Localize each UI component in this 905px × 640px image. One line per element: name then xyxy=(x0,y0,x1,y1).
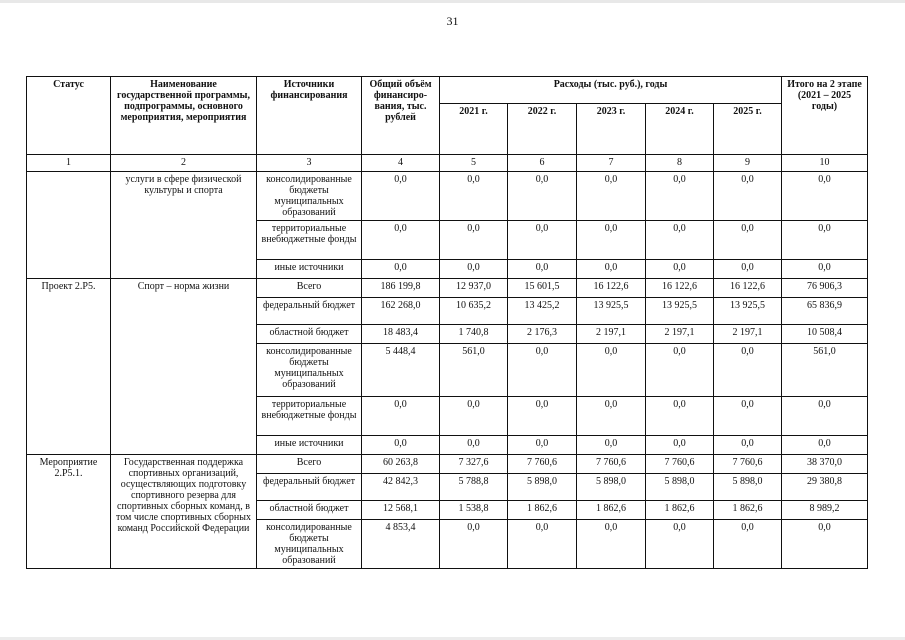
row-value: 5 898,0 xyxy=(714,474,782,501)
row-value: 0,0 xyxy=(508,520,577,569)
row-value: 0,0 xyxy=(714,344,782,397)
row-value: 1 862,6 xyxy=(646,501,714,520)
row-value: 0,0 xyxy=(508,172,577,221)
row-name: Спорт – норма жизни xyxy=(111,279,257,455)
row-value: 0,0 xyxy=(362,221,440,260)
column-number: 2 xyxy=(111,155,257,172)
page-number: 31 xyxy=(446,14,459,28)
row-status xyxy=(27,172,111,279)
row-value: 0,0 xyxy=(646,436,714,455)
row-value: 0,0 xyxy=(646,260,714,279)
row-value: 0,0 xyxy=(646,520,714,569)
row-value: 0,0 xyxy=(577,221,646,260)
row-value: 7 760,6 xyxy=(714,455,782,474)
row-value: 12 937,0 xyxy=(440,279,508,298)
header-expenses: Расходы (тыс. руб.), годы xyxy=(440,77,782,104)
row-source: консолидированные бюджеты муниципальных образований xyxy=(257,172,362,221)
row-value: 10 508,4 xyxy=(782,325,868,344)
row-value: 0,0 xyxy=(577,260,646,279)
row-value: 16 122,6 xyxy=(577,279,646,298)
row-value: 0,0 xyxy=(782,260,868,279)
row-value: 0,0 xyxy=(440,172,508,221)
row-value: 561,0 xyxy=(782,344,868,397)
row-value: 1 740,8 xyxy=(440,325,508,344)
row-value: 0,0 xyxy=(362,436,440,455)
header-year-2022: 2022 г. xyxy=(508,104,577,155)
header-name: Наименование государственной программы, подпрограммы, основного мероприятия, мероприятия xyxy=(111,77,257,155)
row-value: 0,0 xyxy=(714,260,782,279)
row-value: 13 925,5 xyxy=(646,298,714,325)
row-status: Мероприятие 2.Р5.1. xyxy=(27,455,111,569)
column-number: 10 xyxy=(782,155,868,172)
row-value: 7 760,6 xyxy=(508,455,577,474)
header-source: Источники финансирования xyxy=(257,77,362,155)
row-value: 0,0 xyxy=(714,436,782,455)
row-name: услуги в сфере физической культуры и спорта xyxy=(111,172,257,279)
row-value: 5 898,0 xyxy=(646,474,714,501)
row-value: 15 601,5 xyxy=(508,279,577,298)
row-source: областной бюджет xyxy=(257,325,362,344)
row-source: иные источники xyxy=(257,260,362,279)
row-name: Государственная поддержка спортивных организаций, осуществляющих подготовку спортивного резерва для спортивных сборных команд, в том числе спортивных сборных команд Российской Федерации xyxy=(111,455,257,569)
row-value: 13 425,2 xyxy=(508,298,577,325)
row-value: 13 925,5 xyxy=(714,298,782,325)
row-value: 561,0 xyxy=(440,344,508,397)
row-value: 0,0 xyxy=(646,172,714,221)
row-value: 0,0 xyxy=(714,520,782,569)
row-value: 2 197,1 xyxy=(646,325,714,344)
column-number: 7 xyxy=(577,155,646,172)
row-value: 0,0 xyxy=(508,436,577,455)
row-value: 38 370,0 xyxy=(782,455,868,474)
row-value: 0,0 xyxy=(577,344,646,397)
row-value: 60 263,8 xyxy=(362,455,440,474)
row-value: 0,0 xyxy=(577,172,646,221)
row-value: 7 760,6 xyxy=(646,455,714,474)
header-status: Статус xyxy=(27,77,111,155)
row-value: 0,0 xyxy=(577,397,646,436)
row-value: 13 925,5 xyxy=(577,298,646,325)
row-value: 0,0 xyxy=(440,436,508,455)
budget-table xyxy=(26,76,868,569)
row-source: Всего xyxy=(257,279,362,298)
row-value: 5 448,4 xyxy=(362,344,440,397)
header-year-2025: 2025 г. xyxy=(714,104,782,155)
row-value: 0,0 xyxy=(782,397,868,436)
row-value: 65 836,9 xyxy=(782,298,868,325)
row-value: 5 898,0 xyxy=(508,474,577,501)
row-source: консолидированные бюджеты муниципальных образований xyxy=(257,344,362,397)
table-row xyxy=(27,279,868,298)
row-value: 2 176,3 xyxy=(508,325,577,344)
row-source: иные источники xyxy=(257,436,362,455)
column-number: 6 xyxy=(508,155,577,172)
row-value: 0,0 xyxy=(577,436,646,455)
row-value: 4 853,4 xyxy=(362,520,440,569)
row-source: областной бюджет xyxy=(257,501,362,520)
row-value: 0,0 xyxy=(782,221,868,260)
row-value: 0,0 xyxy=(440,221,508,260)
column-number: 9 xyxy=(714,155,782,172)
row-value: 8 989,2 xyxy=(782,501,868,520)
row-source: федеральный бюджет xyxy=(257,298,362,325)
row-value: 0,0 xyxy=(782,436,868,455)
row-value: 2 197,1 xyxy=(577,325,646,344)
row-value: 0,0 xyxy=(714,221,782,260)
header-year-2021: 2021 г. xyxy=(440,104,508,155)
row-value: 0,0 xyxy=(440,520,508,569)
row-value: 0,0 xyxy=(646,221,714,260)
row-value: 1 862,6 xyxy=(577,501,646,520)
row-source: Всего xyxy=(257,455,362,474)
row-value: 42 842,3 xyxy=(362,474,440,501)
row-value: 1 862,6 xyxy=(508,501,577,520)
header-total: Общий объём финансиро-вания, тыс. рублей xyxy=(362,77,440,155)
header-row-1 xyxy=(27,77,868,104)
row-source: консолидированные бюджеты муниципальных образований xyxy=(257,520,362,569)
row-value: 0,0 xyxy=(362,172,440,221)
row-value: 0,0 xyxy=(508,260,577,279)
column-number: 5 xyxy=(440,155,508,172)
column-number: 8 xyxy=(646,155,714,172)
header-stage-total: Итого на 2 этапе (2021 – 2025 годы) xyxy=(782,77,868,155)
row-value: 0,0 xyxy=(508,344,577,397)
row-value: 18 483,4 xyxy=(362,325,440,344)
row-status: Проект 2.Р5. xyxy=(27,279,111,455)
row-value: 0,0 xyxy=(577,520,646,569)
row-value: 186 199,8 xyxy=(362,279,440,298)
row-value: 0,0 xyxy=(362,397,440,436)
row-value: 0,0 xyxy=(440,260,508,279)
header-year-2024: 2024 г. xyxy=(646,104,714,155)
row-value: 0,0 xyxy=(362,260,440,279)
row-value: 0,0 xyxy=(440,397,508,436)
row-value: 162 268,0 xyxy=(362,298,440,325)
row-value: 2 197,1 xyxy=(714,325,782,344)
column-number: 4 xyxy=(362,155,440,172)
row-value: 7 327,6 xyxy=(440,455,508,474)
header-year-2023: 2023 г. xyxy=(577,104,646,155)
row-value: 0,0 xyxy=(508,221,577,260)
table-row xyxy=(27,455,868,474)
row-value: 76 906,3 xyxy=(782,279,868,298)
row-value: 7 760,6 xyxy=(577,455,646,474)
row-source: территориальные внебюджетные фонды xyxy=(257,397,362,436)
row-value: 0,0 xyxy=(714,397,782,436)
column-number: 3 xyxy=(257,155,362,172)
row-value: 29 380,8 xyxy=(782,474,868,501)
row-source: территориальные внебюджетные фонды xyxy=(257,221,362,260)
row-value: 1 862,6 xyxy=(714,501,782,520)
row-value: 16 122,6 xyxy=(714,279,782,298)
table-body xyxy=(27,172,868,569)
row-value: 5 898,0 xyxy=(577,474,646,501)
row-value: 0,0 xyxy=(782,172,868,221)
row-value: 16 122,6 xyxy=(646,279,714,298)
table-row xyxy=(27,172,868,221)
row-value: 10 635,2 xyxy=(440,298,508,325)
column-number-row xyxy=(27,155,868,172)
row-value: 0,0 xyxy=(782,520,868,569)
column-number: 1 xyxy=(27,155,111,172)
row-value: 0,0 xyxy=(646,344,714,397)
row-value: 1 538,8 xyxy=(440,501,508,520)
row-value: 12 568,1 xyxy=(362,501,440,520)
row-value: 0,0 xyxy=(714,172,782,221)
row-value: 0,0 xyxy=(646,397,714,436)
scan-top-edge xyxy=(0,0,905,3)
row-source: федеральный бюджет xyxy=(257,474,362,501)
row-value: 0,0 xyxy=(508,397,577,436)
row-value: 5 788,8 xyxy=(440,474,508,501)
